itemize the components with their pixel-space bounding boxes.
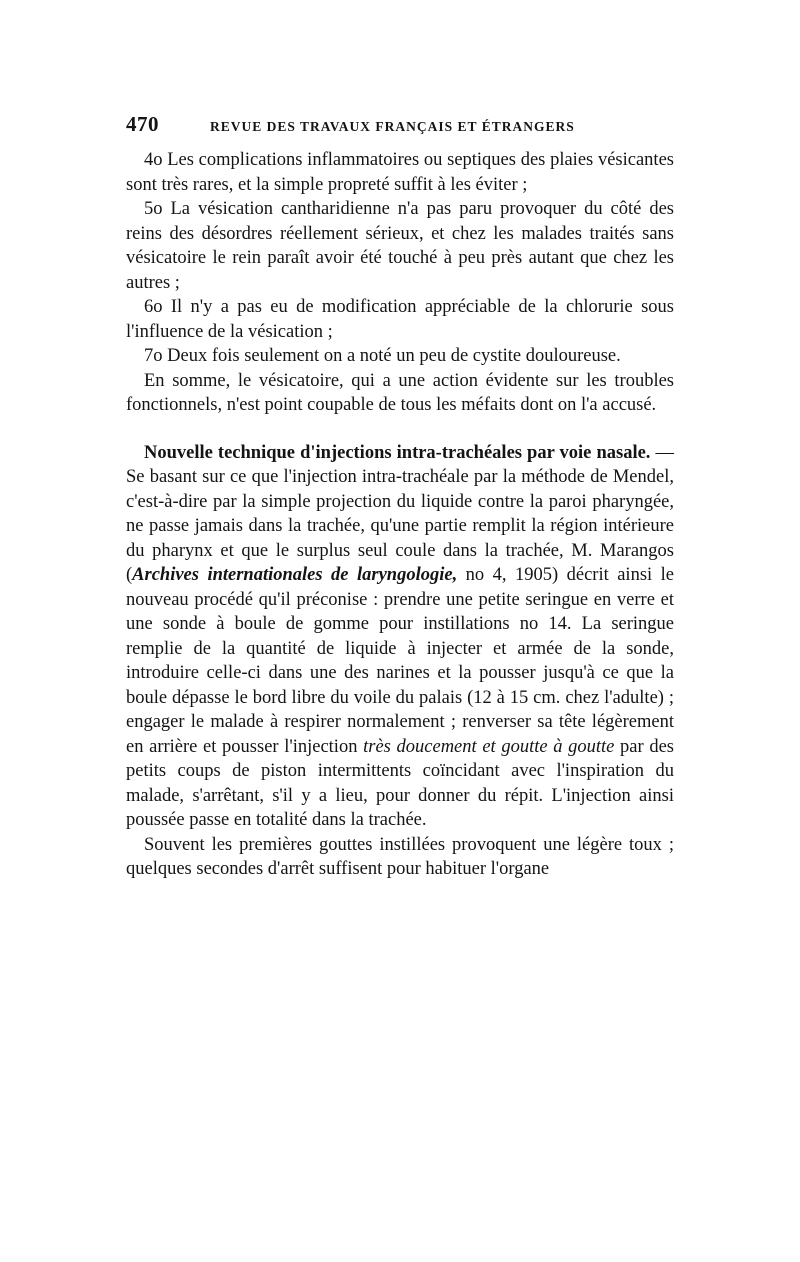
paragraph-item-4: 4o Les complications inflammatoires ou septiques des plaies vésicantes sont très rares, et la simple propreté suffit à les éviter ; xyxy=(126,150,674,195)
page-header xyxy=(126,112,674,148)
document-page xyxy=(126,112,674,882)
paragraph-item-6: 6o Il n'y a pas eu de modification appréciable de la chlorurie sous l'influence de la vésication ; xyxy=(126,297,674,342)
article-text-part-1: — Se basant sur ce que l'injection intra-trachéale par la méthode de Mendel, c'est-à-dire par la simple projection du liquide contre la paroi pharyngée, ne passe jamais dans la trachée, qu'une partie remplit la région intérieure du pharynx et que le surplus seul coule dans la trachée, M. Marangos ( xyxy=(126,442,675,585)
section-gap xyxy=(126,418,674,441)
emphasis-text: très doucement et goutte à goutte xyxy=(363,736,615,757)
article-paragraph xyxy=(126,441,674,833)
journal-citation: Archives internationales de laryngologie, xyxy=(132,565,458,585)
running-head: REVUE DES TRAVAUX FRANÇAIS ET ÉTRANGERS xyxy=(210,119,575,134)
article-text-part-3: par des petits coups de piston intermittents coïncidant avec l'inspiration du malade, s'arrêtant, s'il y a lieu, pour donner du répit. L'injection ainsi poussée passe en totalité dans la trachée. xyxy=(126,736,674,830)
article-text-part-2: no 4, 1905) décrit ainsi le nouveau procédé qu'il préconise : prendre une petite seringue en verre et une sonde à boule de gomme pour instillations no 14. La seringue remplie de la quantité de liquide à injecter et armée de la sonde, introduire celle-ci dans une des narines et la pousser jusqu'à ce que la boule dépasse le bord libre du voile du palais (12 à 15 cm. chez l'adulte) ; engager le malade à respirer normalement ; renverser sa tête légèrement en arrière et pousser l'injection xyxy=(126,565,674,757)
body-text xyxy=(126,148,674,882)
page-number: 470 xyxy=(126,112,159,136)
paragraph-item-5: 5o La vésication cantharidienne n'a pas paru provoquer du côté des reins des désordres réellement sérieux, et chez les malades traités sans vésicatoire le rein paraît avoir été touché à peu près autant que chez les autres ; xyxy=(126,199,674,293)
article-title: Nouvelle technique d'injections intra-trachéales par voie nasale. xyxy=(144,442,651,463)
last-paragraph: Souvent les premières gouttes instillées provoquent une légère toux ; quelques secondes d'arrêt suffisent pour habituer l'organe xyxy=(126,834,674,879)
paragraph-item-7: 7o Deux fois seulement on a noté un peu de cystite douloureuse. xyxy=(144,346,621,366)
paragraph-conclusion: En somme, le vésicatoire, qui a une action évidente sur les troubles fonctionnels, n'est point coupable de tous les méfaits dont on l'a accusé. xyxy=(126,370,674,415)
